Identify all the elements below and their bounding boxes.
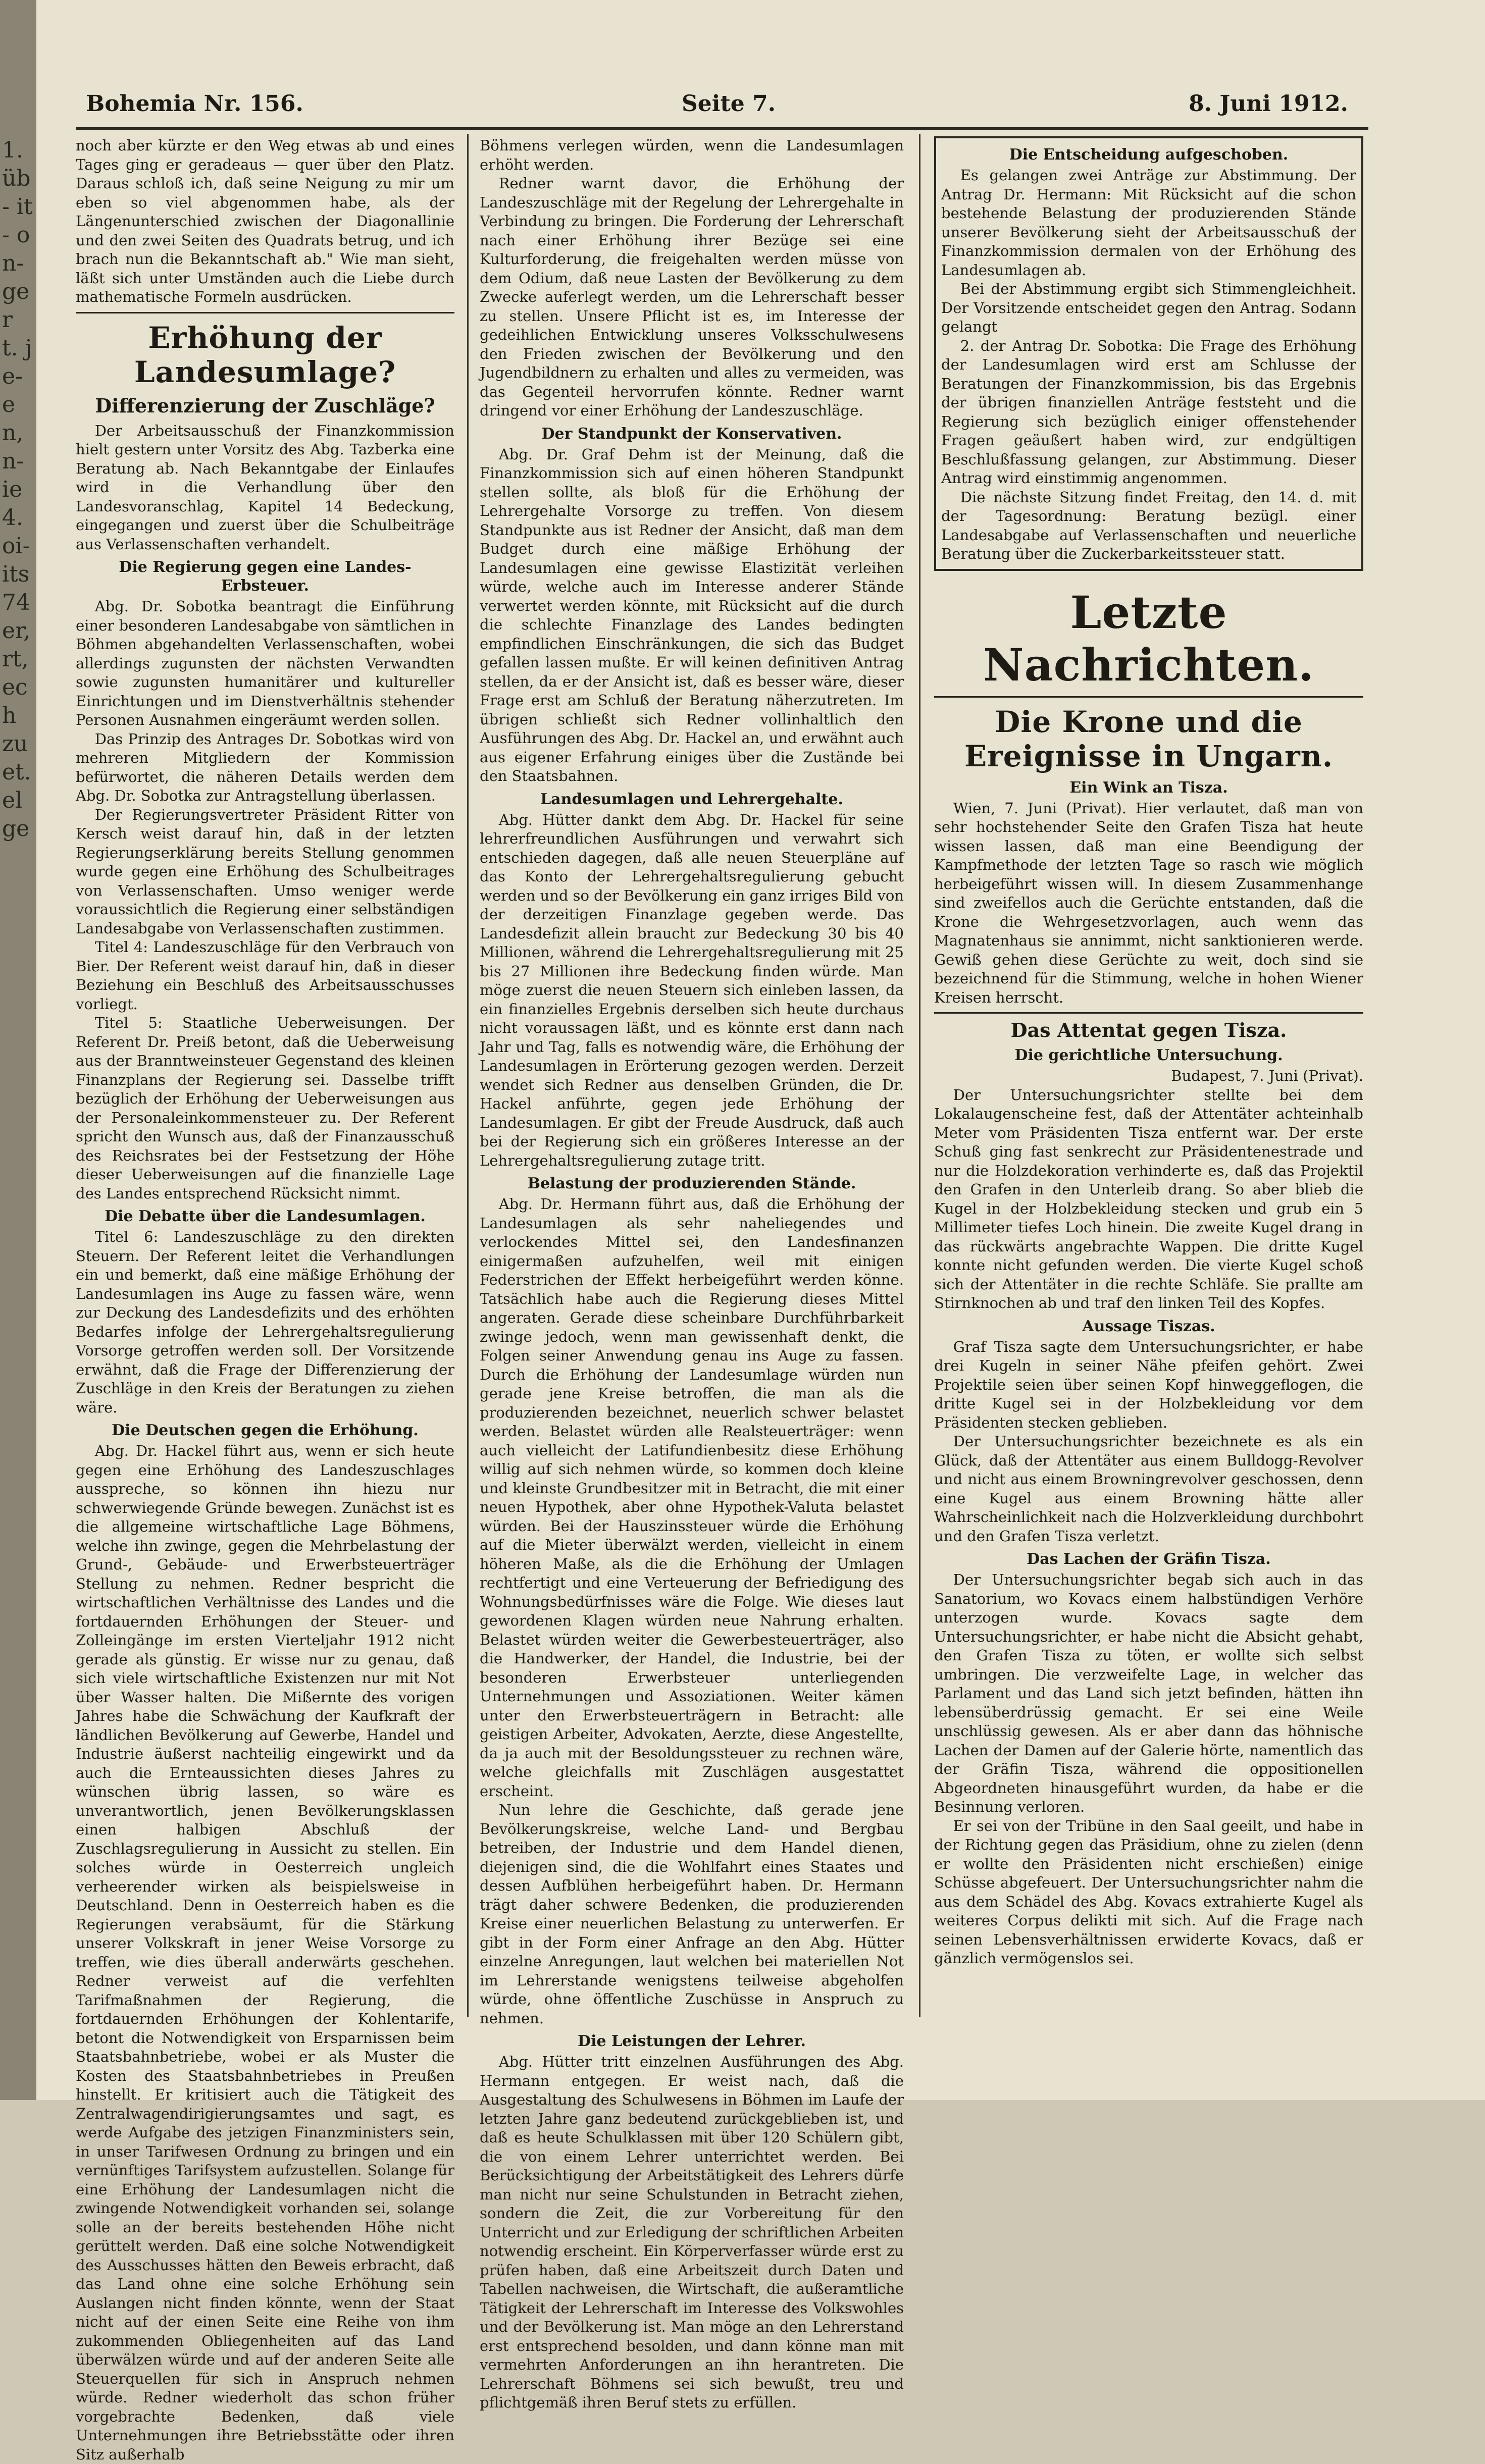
binding-gutter <box>0 0 36 2100</box>
article-subtitle: Ein Wink an Tisza. <box>1069 778 1228 797</box>
column-rule <box>467 134 469 2017</box>
paragraph: Wien, 7. Juni (Privat). Hier verlautet, daß man von sehr hochstehender Seite den Grafen Tisza hat heute wissen lassen, daß man eine Beendigung der Kampfmethode der letzten Tage so rasch wie möglich herbeigeführt wissen will. In diesem Zusammenhange sind zweifellos auch die Gerüchte entstanden, daß die Krone die Wehrgesetzvorlagen, auch wenn das Magnatenhaus sie annimmt, nicht sanktionieren werde. Gewiß gehen diese Gerüchte zu weit, doch sind sie bezeichnend für die Stimmung, welche in hohen Wiener Kreisen herrscht. <box>934 799 1363 1006</box>
paragraph: Titel 5: Staatliche Ueberweisungen. Der Referent Dr. Preiß betont, daß die Ueberweisung aus der Branntweinsteuer Gegenstand des kleinen Finanzplans der Regierung sei. Dasselbe trifft bezüglich der Erhöhung der Ueberweisungen aus der Personaleinkommensteuer zu. Der Referent spricht den Wunsch aus, daß der Finanzausschuß des Reichsrates bei der Festsetzung der Höhe dieser Ueberweisungen auf die finanzielle Lage des Landes entsprechend Rücksicht nimmt. <box>76 1014 454 1202</box>
section-heading: Aussage Tiszas. <box>1082 1317 1215 1335</box>
paragraph: Die nächste Sitzung findet Freitag, den 14. d. mit der Tagesordnung: Beratung bezügl. einer Landesabgabe auf Verlassenschaften und neuerliche Beratung über die Zuckerbarkeitssteuer statt. <box>941 488 1356 562</box>
section-heading: Die Leistungen der Lehrer. <box>578 2032 806 2050</box>
header-rule <box>76 127 1368 130</box>
paragraph: Titel 4: Landeszuschläge für den Verbrauch von Bier. Der Referent weist darauf hin, daß in dieser Beziehung ein Beschluß des Arbeitsausschusses vorliegt. <box>76 938 454 1013</box>
article-subtitle: Differenzierung der Zuschläge? <box>95 394 435 417</box>
section-heading: Die Entscheidung aufgeschoben. <box>1009 146 1289 164</box>
paragraph: Nun lehre die Geschichte, daß gerade jene Bevölkerungskreise, welche Land- und Bergbau betreiben, der Industrie und dem Handel dienen, diejenigen sind, die die Wohlfahrt eines Staates und dessen Aufblühen herbeigeführt haben. Dr. Hermann trägt daher schwere Bedenken, die produzierenden Kreise einer neuerlichen Belastung zu unterwerfen. Er gibt in der Form einer Anfrage an den Abg. Hütter einzelne Anregungen, laut welchen bei materiellen Not im Lehrerstande wenigstens teilweise abgeholfen würde, ohne öffentliche Zuschüsse in Anspruch zu nehmen. <box>480 1801 904 2027</box>
article-subtitle: Die gerichtliche Untersuchung. <box>1014 1046 1283 1064</box>
paragraph: Redner warnt davor, die Erhöhung der Landeszuschläge mit der Regelung der Lehrergehalte in Verbindung zu bringen. Die Forderung der Lehrerschaft nach einer Erhöhung ihrer Bezüge sei eine Kulturforderung, die freigehalten werden müsse von dem Odium, daß neue Lasten der Bevölkerung zu dem Zwecke auferlegt werden, um die Lehrerschaft besser zu stellen. Unsere Pflicht ist es, im Interesse der gedeihlichen Entwicklung unseres Volksschulwesens den Frieden zwischen der Bevölkerung und den Jugendbildnern zu erhalten und alles zu vermeiden, was das Gegenteil hervorrufen könnte. Redner warnt dringend vor einer Erhöhung der Landeszuschläge. <box>480 175 904 419</box>
section-heading: Belastung der produzierenden Stände. <box>527 1175 856 1192</box>
paragraph: Er sei von der Tribüne in den Saal geeilt, und habe in der Richtung gegen das Präsidium, ohne zu zielen (denn er wollte den Präsidenten nicht erschießen) einige Schüsse abgefeuert. Der Untersuchungsrichter nahm die aus dem Schädel des Abg. Kovacs extrahierte Kugel als weiteres Corpus delikti mit sich. Auf die Frage nach seinen Lebensverhältnissen erwiderte Kovacs, daß er gänzlich vermögenslos sei. <box>934 1817 1363 1967</box>
paragraph: Bei der Abstimmung ergibt sich Stimmengleichheit. Der Vorsitzende entscheidet gegen den Antrag. Sodann gelangt <box>941 280 1356 335</box>
section-heading: Der Standpunkt der Konservativen. <box>541 425 842 443</box>
section-heading: Die Deutschen gegen die Erhöhung. <box>112 1422 419 1439</box>
section-heading: Das Lachen der Gräfin Tisza. <box>1027 1550 1271 1568</box>
section-banner: Letzte Nachrichten. <box>983 586 1314 691</box>
column-1 <box>76 136 454 2463</box>
paragraph: Abg. Hütter dankt dem Abg. Dr. Hackel für seine lehrerfreundlichen Ausführungen und verwahrt sich entschieden dagegen, daß alle neuen Steuerpläne auf das Konto der Lehrergehaltsregulierung gebucht werden und so der Bevölkerung ein ganz irriges Bild von der derzeitigen Finanzlage gegeben werde. Das Landesdefizit allein braucht zur Bedeckung 30 bis 40 Millionen, während die Lehrergehaltsregulierung mit 25 bis 27 Millionen ihre Bedeckung finden würde. Man möge zuerst die neuen Steuern sich einleben lassen, da ein finanzielles Ergebnis derselben sich heute durchaus nicht voraussagen läßt, und es könnte erst dann nach Jahr und Tag, falls es notwendig wäre, die Erhöhung der Landesumlagen in Erörterung gezogen werden. Derzeit wendet sich Redner aus denselben Gründen, die Dr. Hackel anführte, gegen jede Erhöhung der Landesumlagen. Er gibt der Freude Ausdruck, daß auch bei der Regierung sich ein größeres Interesse an der Lehrergehaltsregulierung zutage tritt. <box>480 811 904 1169</box>
paragraph: Titel 6: Landeszuschläge zu den direkten Steuern. Der Referent leitet die Verhandlungen ein und bemerkt, daß eine mäßige Erhöhung der Landesumlagen ins Auge zu fassen wäre, wenn zur Deckung des Landesdefizits und des erhöhten Bedarfes infolge der Lehrergehaltsregulierung Vorsorge getroffen werden soll. Der Vorsitzende erwähnt, daß die Frage der Differenzierung der Zuschläge in den Kreis der Beratungen zu ziehen wäre. <box>76 1228 454 1416</box>
paragraph: Böhmens verlegen würden, wenn die Landesumlagen erhöht werden. <box>480 137 904 173</box>
paragraph: 2. der Antrag Dr. Sobotka: Die Frage des Erhöhung der Landesumlagen wird erst am Schlusse der Beratungen der Finanzkommission, bis das Ergebnis der übrigen finanziellen Anträge feststeht und die Regierung sich bezüglich einiger offenstehender Fragen geäußert haben wird, zur endgültigen Beschlußfassung gelangen, zur Abstimmung. Dieser Antrag wird einstimmig angenommen. <box>941 337 1356 487</box>
article-title: Erhöhung der Landesumlage? <box>134 320 396 389</box>
header-paper-number: Bohemia Nr. 156. <box>86 91 303 117</box>
paragraph: Abg. Dr. Graf Dehm ist der Meinung, daß die Finanzkommission sich auf einen höheren Standpunkt stellen sollte, als bloß für die Erhöhung der Lehrergehalte Vorsorge zu treffen. Von diesem Standpunkte aus ist Redner der Ansicht, daß man dem Budget durch eine mäßige Erhöhung der Landesumlagen eine gewisse Elastizität verleihen würde, welche auch im Interesse anderer Stände verwertet werden könnte, mit Rücksicht auf die durch die schlechte Finanzlage des Landes bedingten empfindlichen Einschränkungen, die sich das Budget gefallen lassen mußte. Er will keinen definitiven Antrag stellen, da er der Ansicht ist, daß es besser wäre, dieser Frage erst am Schluß der Beratung näherzutreten. Im übrigen schließt sich Redner vollinhaltlich den Ausführungen des Abg. Dr. Hackel an, und erwähnt auch aus eigener Erfahrung einiges über die Zustände bei den Staatsbahnen. <box>480 445 904 784</box>
divider <box>76 312 454 313</box>
header-date: 8. Juni 1912. <box>1189 91 1348 117</box>
dateline: Budapest, 7. Juni (Privat). <box>1171 1067 1363 1084</box>
paragraph: Abg. Dr. Sobotka beantragt die Einführung einer besonderen Landesabgabe von sämtlichen in Böhmen abgehandelten Verlassenschaften, wobei allerdings zugunsten der nächsten Verwandten sowie zugunsten humanitärer und kultureller Einrichtungen und im Dienstverhältnis stehender Personen Ausnahmen eingeräumt werden sollen. <box>76 598 454 728</box>
paragraph: Abg. Dr. Hackel führt aus, wenn er sich heute gegen eine Erhöhung des Landeszuschlages ausspreche, so können ihn hiezu nur schwerwiegende Gründe bewegen. Zunächst ist es die allgemeine wirtschaftliche Lage Böhmens, welche ihn zwinge, gegen die Mehrbelastung der Grund-, Gebäude- und Erwerbsteuerträger Stellung zu nehmen. Redner bespricht die wirtschaftlichen Verhältnisse des Landes und die fortdauernden Erhöhungen der Steuer- und Zolleingänge im ersten Vierteljahr 1912 nicht gerade als günstig. Er wisse nur zu genau, daß sich viele wirtschaftliche Existenzen nur mit Not über Wasser halten. Die Mißernte des vorigen Jahres habe die Schwächung der Kaufkraft der ländlichen Bevölkerung auf Gewerbe, Handel und Industrie äußerst nachteilig eingewirkt und da auch die Ernteaussichten dieses Jahres zu wünschen übrig lassen, so wäre es unverantwortlich, jenen Bevölkerungsklassen einen halbigen Abschluß der Zuschlagsregulierung in Aussicht zu stellen. Ein solches würde in Oesterreich ungleich verheerender wirken als beispielsweise in Deutschland. Denn in Oesterreich haben es die Regierungen verabsäumt, für die Stärkung unserer Volkskraft in jener Weise Vorsorge zu treffen, wie dies überall anderwärts geschehen. Redner verweist auf die verfehlten Tarifmaßnahmen der Regierung, die fortdauernden Erhöhungen der Kohlentarife, betont die Notwendigkeit von Ersparnissen beim Staatsbahnbetriebe, wobei er als Muster die Kosten des Staatsbahnbetriebes in Preußen hinstellt. Er kritisiert auch die Tätigkeit des Zentralwagendirigierungsamtes und sagt, es werde Aufgabe des jetzigen Finanzministers sein, in unser Tarifwesen Ordnung zu bringen und ein vernünftiges Tarifsystem aufzustellen. Solange für eine Erhöhung der Landesumlagen nicht die zwingende Notwendigkeit vorhanden sei, solange solle an der bereits bestehenden Höhe nicht gerüttelt werden. Daß eine solche Notwendigkeit des Ausschusses hätten den Beweis erbracht, daß das Land ohne eine solche Erhöhung sein Auslangen nicht finden könnte, wenn der Staat nicht auf der einen Seite eine Reihe von ihm zukommenden Obliegenheiten auf das Land überwälzen würde und auf der anderen Seite alle Steuerquellen für sich in Anspruch nehmen würde. Redner wiederholt das schon früher vorgebrachte Bedenken, daß viele Unternehmungen ihre Betriebsstätte oder ihren Sitz außerhalb <box>76 1442 454 2463</box>
paragraph: Abg. Hütter tritt einzelnen Ausführungen des Abg. Hermann entgegen. Er weist nach, daß die Ausgestaltung des Schulwesens in Böhmen im Laufe der letzten Jahre ganz bedeutend zurückgeblieben ist, und daß es heute Schulklassen mit über 120 Schülern gibt, die von einem Lehrer unterrichtet werden. Bei Berücksichtigung der Arbeitstätigkeit des Lehrers dürfe man nicht nur seine Schulstunden in Betracht ziehen, sondern die Zeit, die zur Vorbereitung für den Unterricht und zur Erledigung der schriftlichen Arbeiten notwendig erscheint. Ein Körperverfasser würde erst zu prüfen haben, daß eine Arbeitszeit durch Daten und Tabellen nachweisen, die Wirtschaft, die außeramtliche Tätigkeit der Lehrerschaft im Interesse des Volkswohles und der Bevölkerung ist. Man möge an den Lehrerstand erst entsprechend besolden, und dann könne man mit vermehrten Anforderungen an ihn herantreten. Die Lehrerschaft Böhmens sei sich bewußt, treu und pflichtgemäß ihren Beruf stets zu erfüllen. <box>480 2053 904 2411</box>
page-header <box>86 91 1348 126</box>
paragraph: Graf Tisza sagte dem Untersuchungsrichter, er habe drei Kugeln in seiner Nähe pfeifen gehört. Zwei Projektile seien über seinen Kopf hinweggeflogen, die dritte Kugel sei in der Holzbekleidung vor dem Präsidenten stecken geblieben. <box>934 1338 1363 1431</box>
paragraph: Das Prinzip des Antrages Dr. Sobotkas wird von mehreren Mitgliedern der Kommission befürwortet, die näheren Details werden dem Abg. Dr. Sobotka zur Antragstellung überlassen. <box>76 730 454 804</box>
column-2 <box>480 136 904 2411</box>
article-title: Die Krone und die Ereignisse in Ungarn. <box>964 704 1334 773</box>
paragraph: Es gelangen zwei Anträge zur Abstimmung. Der Antrag Dr. Hermann: Mit Rücksicht auf die schon bestehende Belastung der produzierenden Stände unserer Bevölkerung sieht der Arbeitsausschuß der Finanzkommission dermalen von der Erhöhung des Landesumlagen ab. <box>941 167 1356 279</box>
column-3 <box>934 136 1363 2014</box>
article-title: Das Attentat gegen Tisza. <box>1010 1019 1287 1041</box>
paragraph: Abg. Dr. Hermann führt aus, daß die Erhöhung der Landesumlagen als sehr naheliegendes und verlockendes Mittel sei, den Landesfinanzen einigermaßen aufzuhelfen, weil mit einigen Federstrichen der Effekt herbeigeführt werden könne. Tatsächlich habe auch die Regierung dieses Mittel angeraten. Gerade diese scheinbare Durchführbarkeit zwinge jedoch, wenn man gewissenhaft denkt, die Folgen seiner Anwendung genau ins Auge zu fassen. Durch die Erhöhung der Landesumlage würden nun gerade jene Kreise betroffen, die man als die produzierenden bezeichnet, neuerlich schwer belastet werden. Belastet würden alle Realsteuerträger: wenn auch vielleicht der Latifundienbesitz diese Erhöhung willig auf sich nehmen würde, so kommen doch kleine und kleinste Grundbesitzer mit in Betracht, die mit einer neuen Hypothek, aber ohne Hypothek-Valuta belastet würden. Bei der Hauszinssteuer würde die Erhöhung auf die Mieter überwälzt werden, vielleicht in einem höheren Maße, als die die Erhöhung der Umlagen rechtfertigt und eine Verteuerung der Befriedigung des Wohnungsbedürfnisses wäre die Folge. Wie dieses laut gewordenen Klagen würden neue Nahrung erhalten. Belastet würden weiter die Gewerbesteuerträger, also die Handwerker, der Handel, die Industrie, bei der besonderen Erwerbsteuer unterliegenden Unternehmungen und Assoziationen. Weiter kämen unter den Erwerbsteuerträgern in Betracht: alle geistigen Arbeiter, Advokaten, Aerzte, diese Angestellte, da ja auch mit der Besoldungssteuer zu rechnen wäre, welche gleichfalls mit Zuschlägen ausgestattet erscheint. <box>480 1195 904 1800</box>
paragraph: Der Untersuchungsrichter stellte bei dem Lokalaugenscheine fest, daß der Attentäter achteinhalb Meter vom Präsidenten Tisza entfernt war. Der erste Schuß ging fast senkrecht zur Präsidentenestrade und nur die Holzdekoration verhinderte es, daß das Projektil den Grafen in den Unterleib drang. So aber blieb die Kugel in der Holzbekleidung stecken und grub ein 5 Millimeter tiefes Loch hinein. Die zweite Kugel drang in das rückwärts angebrachte Wappen. Die dritte Kugel konnte nicht gefunden werden. Die vierte Kugel schoß sich der Attentäter in die rechte Schläfe. Sie prallte am Stirnknochen ab und traf den linken Teil des Kopfes. <box>934 1086 1363 1312</box>
column-rule <box>919 134 920 2017</box>
paragraph: Der Regierungsvertreter Präsident Ritter von Kersch weist darauf hin, daß in der letzten Regierungserklärung bereits Stellung genommen wurde gegen eine Erhöhung des Schulbeitrages von Verlassenschaften. Umso weniger werde voraussichtlich die Regierung einer selbständigen Landesabgabe von Verlassenschaften zustimmen. <box>76 806 454 937</box>
framed-report <box>934 136 1363 571</box>
section-heading: Landesumlagen und Lehrergehalte. <box>540 790 843 808</box>
divider <box>934 1012 1363 1014</box>
section-heading: Die Debatte über die Landesumlagen. <box>105 1208 426 1225</box>
section-heading: Die Regierung gegen eine Landes-Erbsteuer. <box>119 558 412 595</box>
divider <box>934 696 1363 698</box>
paragraph: Der Arbeitsausschuß der Finanzkommission hielt gestern unter Vorsitz des Abg. Tazberka eine Beratung ab. Nach Bekanntgabe der Einlaufes wird in die Verhandlung über den Landesvoranschlag, Kapitel 14 Bedeckung, eingegangen und zuerst über die Schulbeiträge aus Verlassenschaften verhandelt. <box>76 422 454 553</box>
gutter-text: 1. üb- it- on- ger t. je- en, n- ie 4. oi- its 74 er, rt, ech zu et. el ge <box>2 137 33 842</box>
paragraph: noch aber kürzte er den Weg etwas ab und eines Tages ging er geradeaus — quer über den Platz. Daraus schloß ich, daß seine Neigung zu mir um eben so viel abgenommen habe, als der Längenunterschied zwischen der Diagonallinie und den zwei Seiten des Quadrats betrug, und ich brach nun die Bekanntschaft ab." Wie man sieht, läßt sich unter Umständen auch die Liebe durch mathematische Formeln ausdrücken. <box>76 137 454 305</box>
paragraph: Der Untersuchungsrichter bezeichnete es als ein Glück, daß der Attentäter aus einem Bulldogg-Revolver und nicht aus einem Browningrevolver geschossen, denn eine Kugel aus einem Browning hätte aller Wahrscheinlichkeit nach die Holzverkleidung durchbohrt und den Grafen Tisza verletzt. <box>934 1433 1363 1545</box>
header-page-number: Seite 7. <box>682 91 776 117</box>
paragraph: Der Untersuchungsrichter begab sich auch in das Sanatorium, wo Kovacs einem halbstündigen Verhöre unterzogen wurde. Kovacs sagte dem Untersuchungsrichter, er habe nicht die Absicht gehabt, den Grafen Tisza zu töten, er wollte sich selbst umbringen. Die verzweifelte Lage, in welcher das Parlament und das Land sich jetzt befinden, hätten ihn lebensüberdrüssig gemacht. Er sei eine Weile unschlüssig gewesen. Als er aber dann das höhnische Lachen der Damen auf der Galerie hörte, namentlich das der Gräfin Tisza, während die oppositionellen Abgeordneten hinausgeführt wurden, da habe er die Besinnung verloren. <box>934 1571 1363 1815</box>
